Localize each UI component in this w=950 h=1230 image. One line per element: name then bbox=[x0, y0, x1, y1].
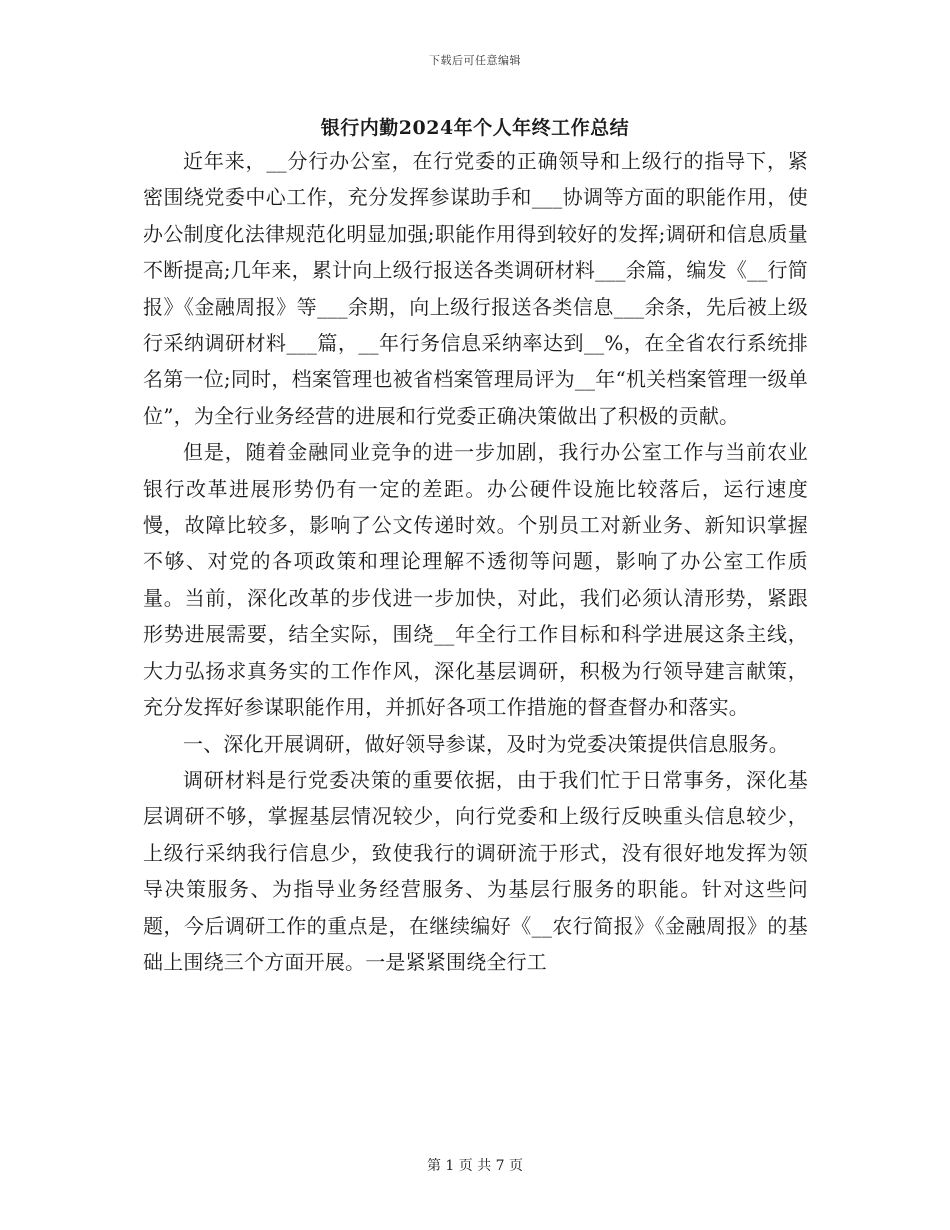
page-number: 第 1 页 共 7 页 bbox=[426, 1158, 524, 1174]
paragraph-1: 近年来，__分行办公室，在行党委的正确领导和上级行的指导下，紧密围绕党委中心工作，充分发挥参谋助手和___协调等方面的职能作用，使办公制度化法律规范化明显加强;职能作用得到较好的发挥;调研和信息质量不断提高;几年来，累计向上级行报送各类调研材料___余篇，编发《__行简报》《金融周报》等___余期，向上级行报送各类信息___余条，先后被上级行采纳调研材料___篇，__年行务信息采纳率达到__%，在全省农行系统排名第一位;同时，档案管理也被省档案管理局评为__年“机关档案管理一级单位”，为全行业务经营的进展和行党委正确决策做出了积极的贡献。 bbox=[143, 149, 808, 428]
paragraph-2: 但是，随着金融同业竞争的进一步加剧，我行办公室工作与当前农业银行改革进展形势仍有一定的差距。办公硬件设施比较落后，运行速度慢，故障比较多，影响了公文传递时效。个别员工对新业务、新知识掌握不够、对党的各项政策和理论理解不透彻等问题，影响了办公室工作质量。当前，深化改革的步伐进一步加快，对此，我们必须认清形势，紧跟形势进展需要，结全实际，围绕__年全行工作目标和科学进展这条主线，大力弘扬求真务实的工作作风，深化基层调研，积极为行领导建言献策，充分发挥好参谋职能作用，并抓好各项工作措施的督查督办和落实。 bbox=[143, 440, 808, 720]
document-body bbox=[143, 143, 808, 980]
document-title: 银行内勤2024年个人年终工作总结 bbox=[320, 117, 630, 139]
paragraph-3: 调研材料是行党委决策的重要依据，由于我们忙于日常事务，深化基层调研不够，掌握基层情况较少，向行党委和上级行反映重头信息较少，上级行采纳我行信息少，致使我行的调研流于形式，没有很好地发挥为领导决策服务、为指导业务经营服务、为基层行服务的职能。针对这些问题，今后调研工作的重点是，在继续编好《__农行简报》《金融周报》的基础上围绕三个方面开展。一是紧紧围绕全行工 bbox=[143, 767, 808, 974]
section-heading-1: 一、深化开展调研，做好领导参谋，及时为党委决策提供信息服务。 bbox=[183, 731, 789, 756]
page-header-note: 下载后可任意编辑 bbox=[429, 54, 521, 67]
